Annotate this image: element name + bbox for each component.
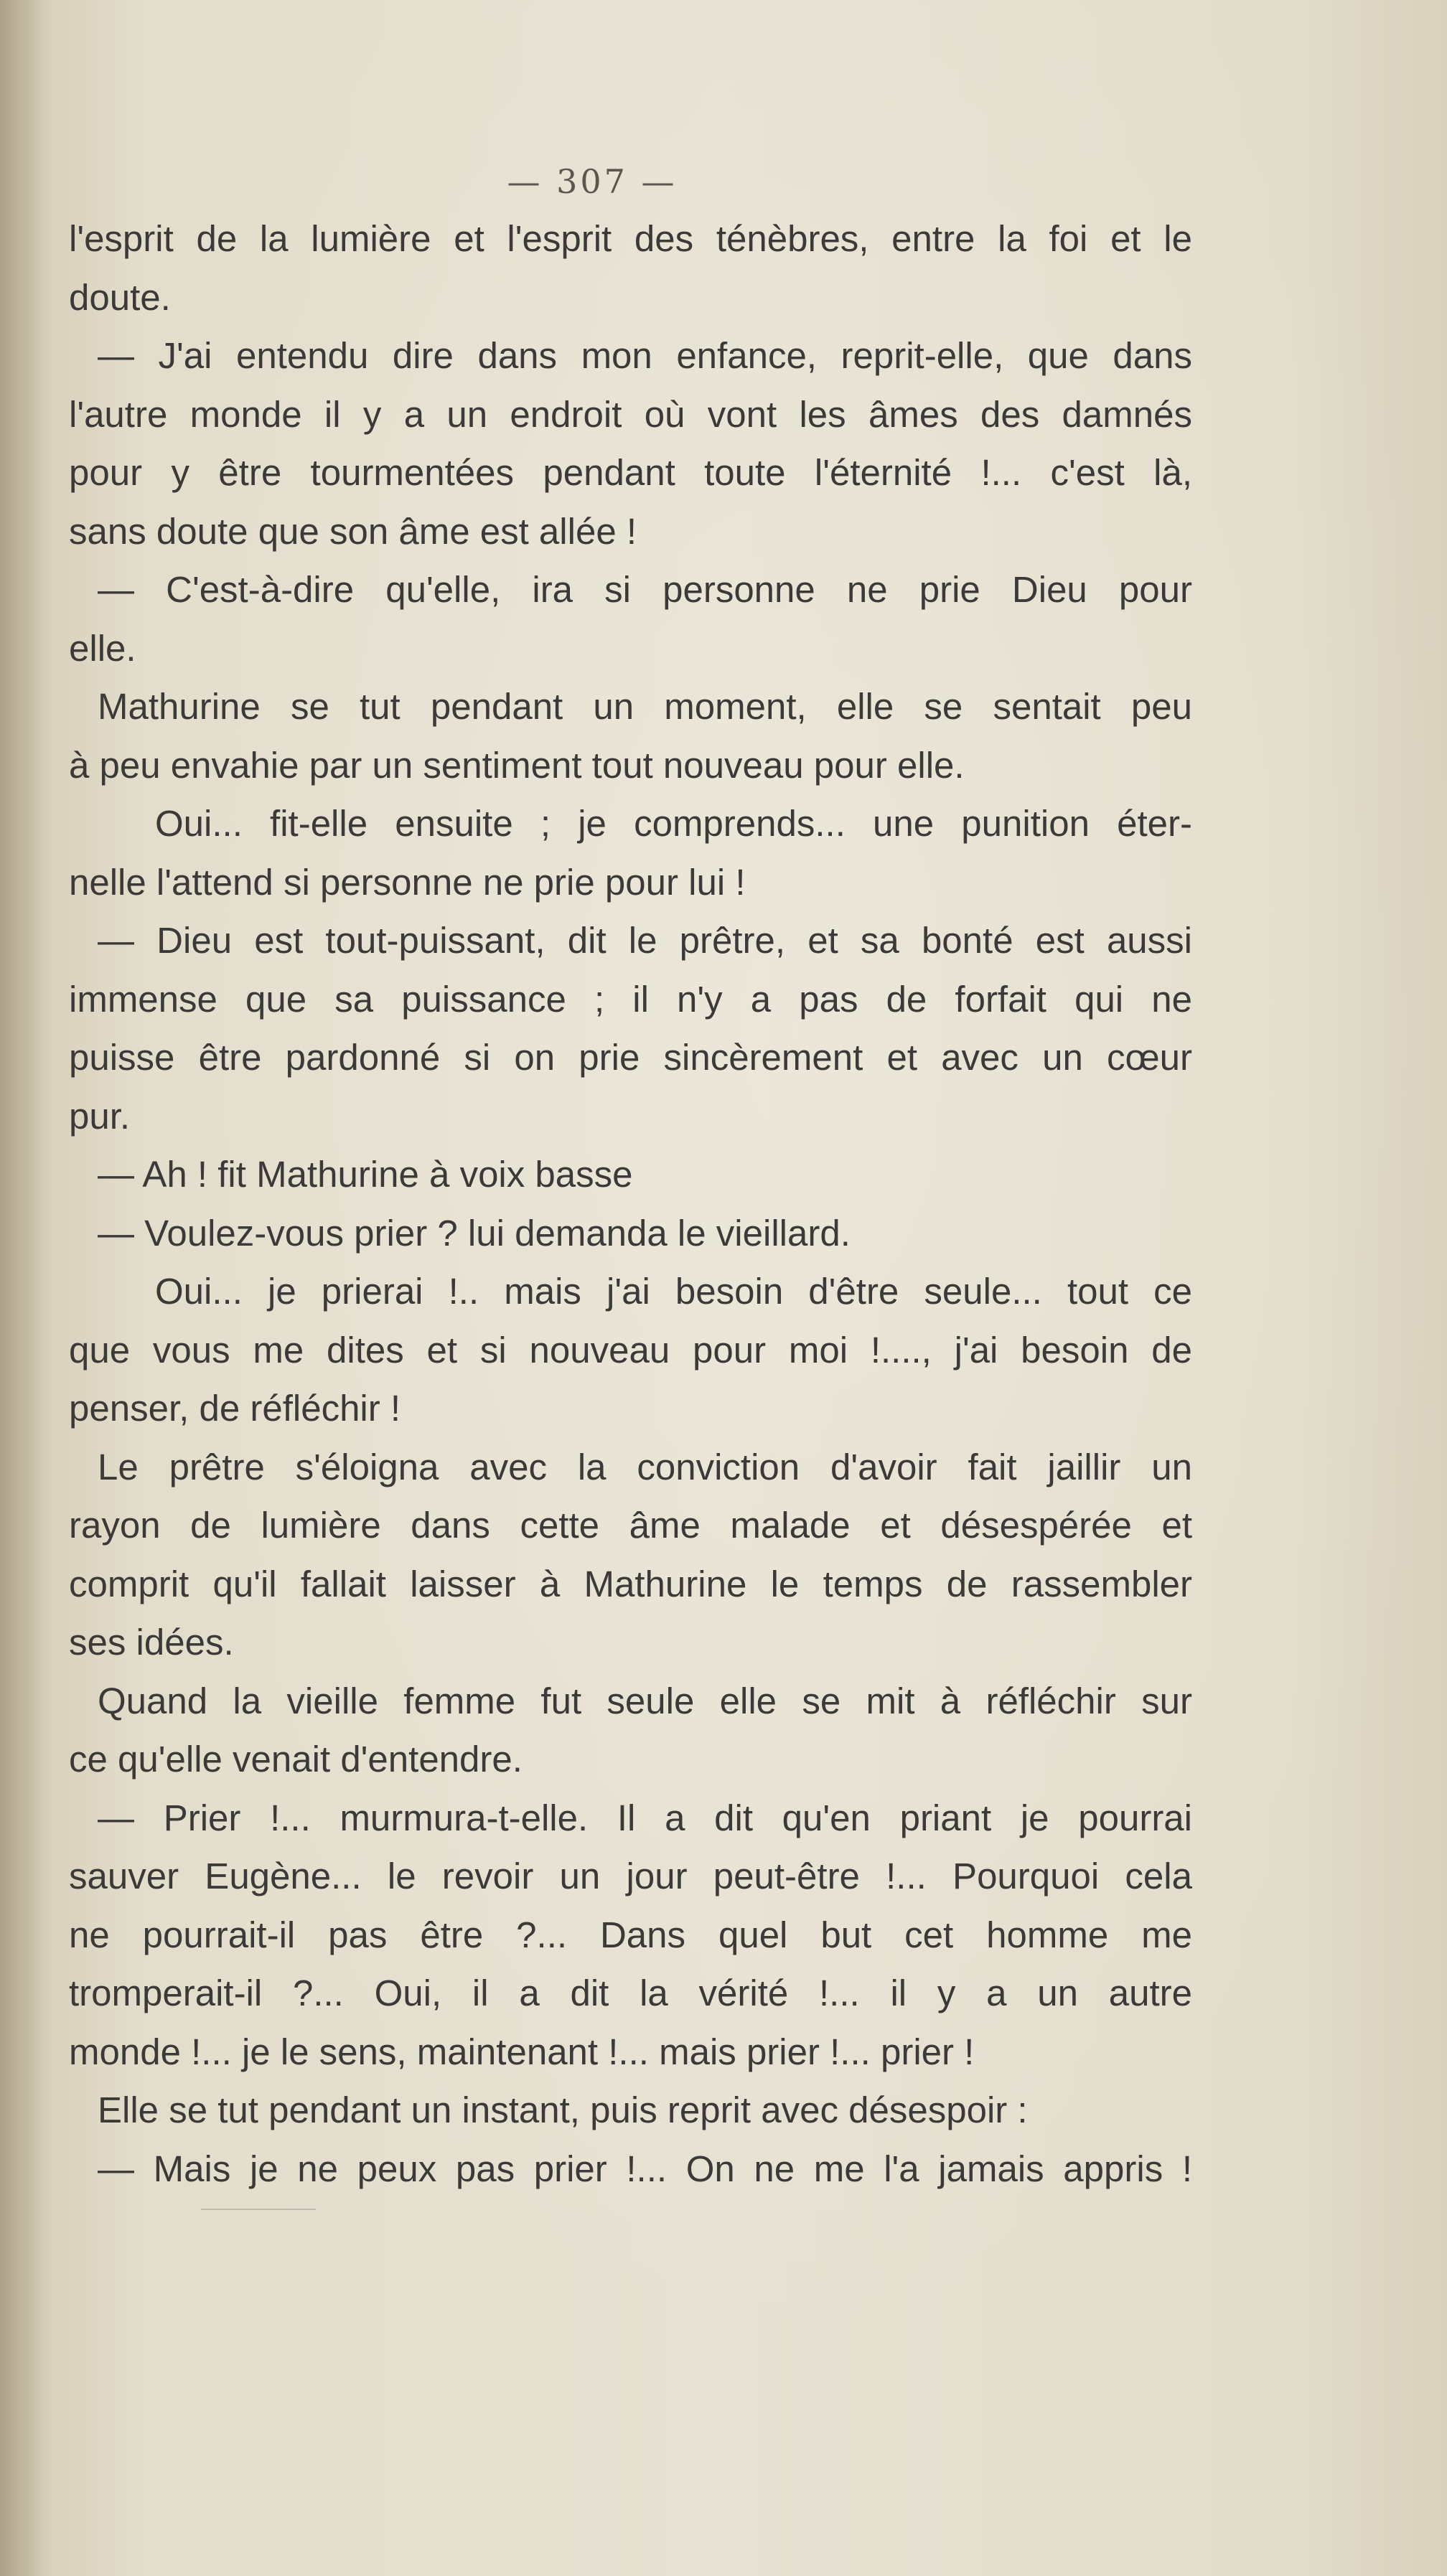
body-text bbox=[69, 210, 1192, 2198]
text-line: tromperait-il ?... Oui, il a dit la vérité !... il y a un autre bbox=[69, 1973, 1192, 2013]
text-line: nelle l'attend si personne ne prie pour lui ! bbox=[69, 861, 746, 903]
text-line: — Ah ! fit Mathurine à voix basse bbox=[98, 1154, 633, 1195]
text-line: — J'ai entendu dire dans mon enfance, reprit-elle, que dans bbox=[98, 335, 1192, 376]
text-line: Le prêtre s'éloigna avec la conviction d'avoir fait jaillir un bbox=[98, 1446, 1192, 1487]
text-line: l'autre monde il y a un endroit où vont les âmes des damnés bbox=[69, 393, 1192, 435]
text-line: — Prier !... murmura-t-elle. Il a dit qu'en priant je pourrai bbox=[98, 1797, 1192, 1838]
text-line: l'esprit de la lumière et l'esprit des ténèbres, entre la foi et le bbox=[69, 218, 1192, 259]
text-line: puisse être pardonné si on prie sincèrement et avec un cœur bbox=[69, 1037, 1192, 1078]
text-line: ne pourrait-il pas être ?... Dans quel but cet homme me bbox=[69, 1914, 1192, 1955]
text-line: — Mais je ne peux pas prier !... On ne me l'a jamais appris ! bbox=[98, 2148, 1192, 2189]
text-line: pour y être tourmentées pendant toute l'éternité !... c'est là, bbox=[69, 452, 1192, 493]
page-number: — 307 — bbox=[507, 162, 678, 201]
text-line: Oui... fit-elle ensuite ; je comprends... une punition éter- bbox=[155, 803, 1192, 844]
text-line: penser, de réfléchir ! bbox=[69, 1388, 401, 1429]
text-line: Elle se tut pendant un instant, puis reprit avec désespoir : bbox=[98, 2090, 1028, 2130]
text-line: comprit qu'il fallait laisser à Mathurine le temps de rassembler bbox=[69, 1563, 1192, 1604]
text-line: pur. bbox=[69, 1095, 131, 1137]
text-line: sauver Eugène... le revoir un jour peut-être !... Pourquoi cela bbox=[69, 1856, 1192, 1896]
text-line: Oui... je prierai !.. mais j'ai besoin d'être seule... tout ce bbox=[155, 1271, 1192, 1312]
text-line: doute. bbox=[69, 276, 171, 318]
text-line: Quand la vieille femme fut seule elle se mit à réfléchir sur bbox=[98, 1680, 1192, 1721]
text-line: rayon de lumière dans cette âme malade et désespérée et bbox=[69, 1505, 1192, 1546]
text-line: — Voulez-vous prier ? lui demanda le vieillard. bbox=[98, 1212, 851, 1254]
text-line: ses idées. bbox=[69, 1622, 234, 1663]
text-line: elle. bbox=[69, 627, 136, 669]
text-line: sans doute que son âme est allée ! bbox=[69, 510, 637, 552]
text-line: ce qu'elle venait d'entendre. bbox=[69, 1739, 523, 1780]
text-line: — C'est-à-dire qu'elle, ira si personne ne prie Dieu pour bbox=[98, 569, 1192, 610]
text-line: immense que sa puissance ; il n'y a pas de forfait qui ne bbox=[69, 978, 1192, 1020]
text-line: Mathurine se tut pendant un moment, elle se sentait peu bbox=[98, 686, 1192, 727]
faint-rule bbox=[201, 2209, 316, 2210]
text-line: — Dieu est tout-puissant, dit le prêtre, et sa bonté est aussi bbox=[98, 920, 1192, 961]
text-line: monde !... je le sens, maintenant !... mais prier !... prier ! bbox=[69, 2031, 975, 2072]
text-line: que vous me dites et si nouveau pour moi !...., j'ai besoin de bbox=[69, 1329, 1192, 1371]
text-line: à peu envahie par un sentiment tout nouveau pour elle. bbox=[69, 744, 965, 786]
